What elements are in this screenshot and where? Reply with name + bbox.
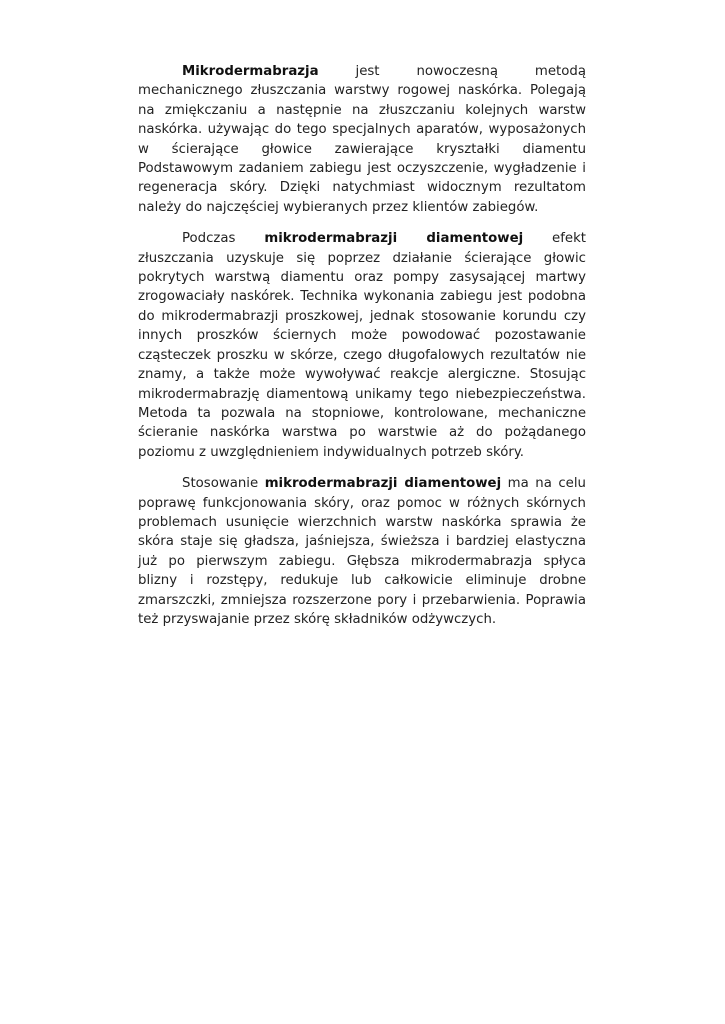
paragraph-3-bold-term: mikrodermabrazji diamentowej: [264, 476, 502, 492]
paragraph-3-lead: Stosowanie: [182, 476, 265, 492]
paragraph-2-text: efekt złuszczania uzyskuje się poprzez działanie ścierające głowic pokrytych warstwą diamentu oraz pompy zasysającej martwy zrogowaciały naskórek. Technika wykonania zabiegu jest podobna do mikrodermabrazji proszkowej, jednak stosowanie korundu czy innych proszków ściernych może powodować pozostawanie cząsteczek proszku w skórze, czego długofalowych rezultatów nie znamy, a także może wywoływać reakcje alergiczne. Stosując mikrodermabrazję diamentową unikamy tego niebezpieczeństwa. Metoda ta pozwala na stopniowe, kontrolowane, mechaniczne ścieranie naskórka warstwa po warstwie aż do pożądanego poziomu z uwzględnieniem indywidualnych potrzeb skóry.: [138, 231, 586, 460]
paragraph-1-text: jest nowoczesną metodą mechanicznego złuszczania warstwy rogowej naskórka. Polegają na zmiękczaniu a następnie na złuszczaniu kolejnych warstw naskórka. używając do tego specjalnych aparatów, wyposażonych w ścierające głowice zawierające kryształki diamentu Podstawowym zadaniem zabiegu jest oczyszczenie, wygładzenie i regeneracja skóry. Dzięki natychmiast widocznym rezultatom należy do najczęściej wybieranych przez klientów zabiegów.: [138, 64, 586, 215]
document-body: [138, 62, 586, 641]
paragraph-1: [138, 62, 586, 217]
paragraph-2-lead: Podczas: [182, 231, 265, 247]
paragraph-3: [138, 474, 586, 629]
paragraph-2: [138, 229, 586, 462]
paragraph-3-text: ma na celu poprawę funkcjonowania skóry, oraz pomoc w różnych skórnych problemach usunięcie wierzchnich warstw naskórka sprawia że skóra staje się gładsza, jaśniejsza, świeższa i bardziej elastyczna już po pierwszym zabiegu. Głębsza mikrodermabrazja spłyca blizny i rozstępy, redukuje lub całkowicie eliminuje drobne zmarszczki, zmniejsza rozszerzone pory i przebarwienia. Poprawia też przyswajanie przez skórę składników odżywczych.: [138, 476, 586, 627]
paragraph-2-bold-term: mikrodermabrazji diamentowej: [264, 231, 524, 247]
paragraph-1-bold-term: Mikrodermabrazja: [182, 64, 319, 79]
